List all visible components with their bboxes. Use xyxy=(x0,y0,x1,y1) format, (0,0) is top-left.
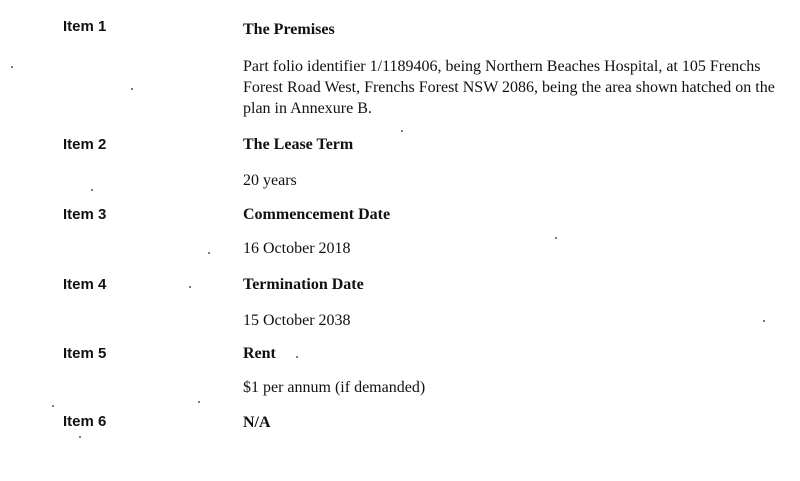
scan-speck xyxy=(91,189,93,191)
item-4-label: Item 4 xyxy=(63,276,107,293)
scan-speck xyxy=(79,436,81,438)
item-5-heading: Rent xyxy=(243,345,276,362)
item-5-body: $1 per annum (if demanded) xyxy=(243,379,426,396)
scan-speck xyxy=(208,252,210,254)
item-4-body: 15 October 2038 xyxy=(243,312,351,329)
item-2-body: 20 years xyxy=(243,172,297,189)
scan-speck xyxy=(11,66,13,68)
scan-speck xyxy=(131,88,133,90)
item-2-label: Item 2 xyxy=(63,136,107,153)
scan-speck xyxy=(401,130,403,132)
scan-speck xyxy=(763,320,765,322)
item-4-heading: Termination Date xyxy=(243,276,364,293)
item-1-label: Item 1 xyxy=(63,18,107,35)
scan-speck xyxy=(189,286,191,288)
item-3-body: 16 October 2018 xyxy=(243,240,351,257)
item-6-heading: N/A xyxy=(243,414,271,431)
item-3-heading: Commencement Date xyxy=(243,206,391,223)
item-1-heading: The Premises xyxy=(243,21,335,38)
scan-speck xyxy=(555,237,557,239)
scan-speck xyxy=(296,356,298,358)
item-1-body: Part folio identifier 1/1189406, being Northern Beaches Hospital, at 105 Frenchs Forest Road West, Frenchs Forest NSW 2086, being the area shown hatched on the plan in Annexure B. xyxy=(243,58,775,117)
scan-speck xyxy=(198,401,200,403)
item-3-label: Item 3 xyxy=(63,206,107,223)
item-2-heading: The Lease Term xyxy=(243,136,354,153)
item-5-label: Item 5 xyxy=(63,345,107,362)
scan-speck xyxy=(52,405,54,407)
item-6-label: Item 6 xyxy=(63,413,107,430)
